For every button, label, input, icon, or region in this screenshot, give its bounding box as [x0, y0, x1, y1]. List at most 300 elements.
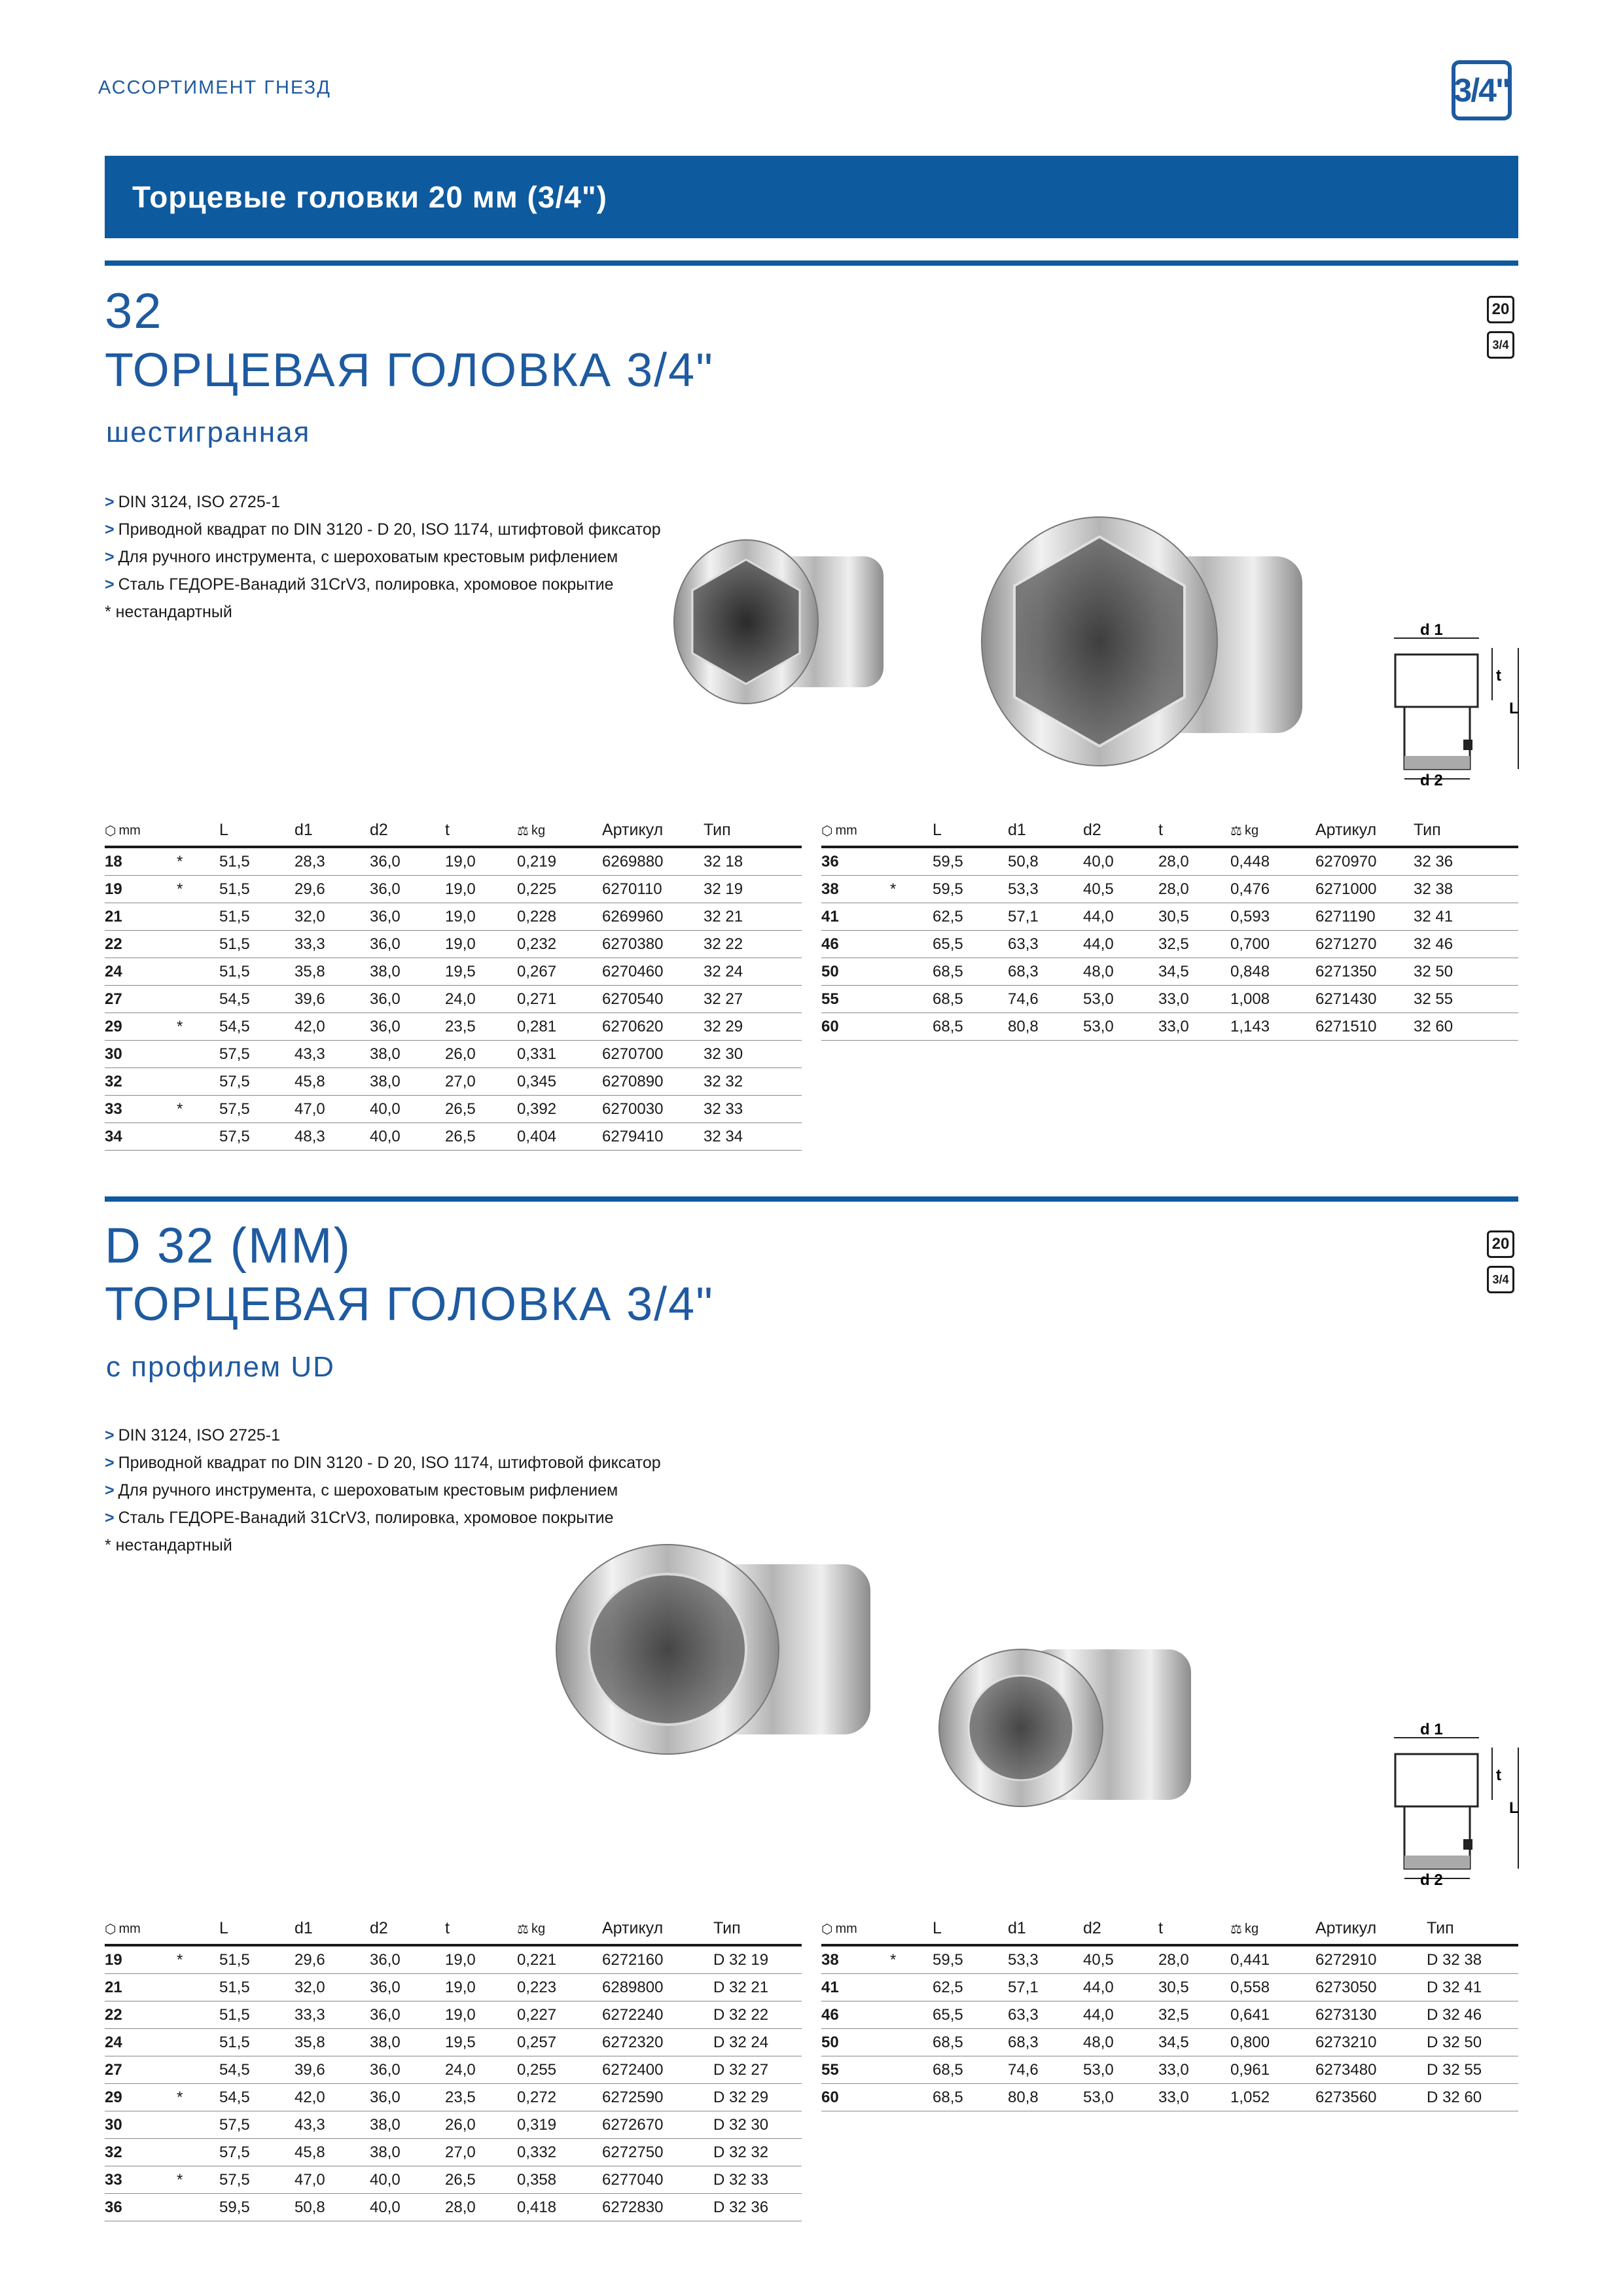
nonstandard-mark: [177, 2029, 219, 2056]
d2-cell: 36,0: [370, 2084, 445, 2111]
weight-cell: 0,418: [517, 2194, 602, 2221]
weight-cell: 1,052: [1230, 2084, 1315, 2111]
table-row: [105, 1123, 802, 1151]
table-row: [105, 1945, 802, 1974]
depth-cell: 26,5: [445, 2166, 517, 2194]
weight-cell: 0,961: [1230, 2056, 1315, 2084]
type-cell: 32 50: [1414, 958, 1518, 986]
length-cell: 54,5: [219, 1013, 294, 1041]
d1-cell: 50,8: [294, 2194, 370, 2221]
d1-cell: 74,6: [1008, 2056, 1083, 2084]
feature-item: > Приводной квадрат по DIN 3120 - D 20, ISO 1174, штифтовой фиксатор: [105, 520, 661, 539]
size-header: ⬡ mm: [821, 1916, 890, 1945]
nonstandard-mark: [177, 1974, 219, 2001]
d1-cell: 39,6: [294, 986, 370, 1013]
nonstandard-mark: [890, 847, 933, 876]
d1-cell: 63,3: [1008, 931, 1083, 958]
table-row: [105, 1096, 802, 1123]
nonstandard-mark: [890, 2084, 933, 2111]
length-cell: 57,5: [219, 2139, 294, 2166]
nonstandard-mark: [890, 931, 933, 958]
d2-cell: 53,0: [1083, 2084, 1158, 2111]
d1-cell: 28,3: [294, 847, 370, 876]
nonstandard-mark: *: [177, 1945, 219, 1974]
article-cell: 6270110: [602, 876, 704, 903]
d1-cell: 63,3: [1008, 2001, 1083, 2029]
type-cell: D 32 22: [713, 2001, 802, 2029]
length-cell: 59,5: [219, 2194, 294, 2221]
L-header: L: [219, 1916, 294, 1945]
weight-cell: 0,700: [1230, 931, 1315, 958]
article-header: Артикул: [602, 818, 704, 847]
table-row: [821, 1013, 1518, 1041]
size-cell: 41: [821, 903, 890, 931]
size-cell: 50: [821, 958, 890, 986]
nonstandard-mark: *: [177, 2166, 219, 2194]
article-cell: 6270970: [1315, 847, 1414, 876]
d2-cell: 36,0: [370, 931, 445, 958]
d1-header: d1: [1008, 1916, 1083, 1945]
d2-header: d2: [1083, 818, 1158, 847]
L-header: L: [933, 1916, 1008, 1945]
weight-cell: 0,558: [1230, 1974, 1315, 2001]
feature-item: > Сталь ГЕДОРЕ-Ванадий 31CrV3, полировка, хромовое покрытие: [105, 575, 614, 594]
weight-cell: 0,223: [517, 1974, 602, 2001]
length-cell: 51,5: [219, 847, 294, 876]
d2-header: d2: [1083, 1916, 1158, 1945]
table-row: [821, 958, 1518, 986]
article-cell: 6273130: [1315, 2001, 1427, 2029]
table-row: [105, 903, 802, 931]
article-header: Артикул: [1315, 1916, 1427, 1945]
d1-cell: 68,3: [1008, 958, 1083, 986]
depth-cell: 19,5: [445, 2029, 517, 2056]
depth-cell: 30,5: [1158, 1974, 1230, 2001]
nonstandard-mark: *: [177, 1013, 219, 1041]
depth-cell: 27,0: [445, 2139, 517, 2166]
type-cell: 32 55: [1414, 986, 1518, 1013]
hex-socket-large-photo: [975, 511, 1315, 772]
depth-cell: 34,5: [1158, 2029, 1230, 2056]
length-cell: 51,5: [219, 1974, 294, 2001]
d2-cell: 36,0: [370, 1974, 445, 2001]
d1-cell: 32,0: [294, 1974, 370, 2001]
type-header: Тип: [704, 818, 802, 847]
d2-cell: 38,0: [370, 2139, 445, 2166]
article-cell: 6272750: [602, 2139, 713, 2166]
length-cell: 57,5: [219, 1068, 294, 1096]
length-cell: 57,5: [219, 1123, 294, 1151]
depth-cell: 27,0: [445, 1068, 517, 1096]
article-cell: 6271430: [1315, 986, 1414, 1013]
size-cell: 46: [821, 2001, 890, 2029]
size-cell: 41: [821, 1974, 890, 2001]
nonstandard-note: * нестандартный: [105, 1536, 232, 1554]
table-row: [821, 2029, 1518, 2056]
L-header: L: [933, 818, 1008, 847]
star-header: [177, 1916, 219, 1945]
d1-cell: 47,0: [294, 2166, 370, 2194]
size-cell: 22: [105, 931, 177, 958]
nonstandard-mark: [177, 2056, 219, 2084]
d1-cell: 33,3: [294, 2001, 370, 2029]
article-cell: 6270700: [602, 1041, 704, 1068]
d1-cell: 29,6: [294, 876, 370, 903]
size-cell: 18: [105, 847, 177, 876]
d1-cell: 57,1: [1008, 1974, 1083, 2001]
table-row: [821, 931, 1518, 958]
size-cell: 60: [821, 1013, 890, 1041]
weight-cell: 0,358: [517, 2166, 602, 2194]
d2-cell: 36,0: [370, 903, 445, 931]
t-label: t: [1496, 667, 1501, 685]
article-cell: 6270890: [602, 1068, 704, 1096]
type-cell: D 32 24: [713, 2029, 802, 2056]
article-header: Артикул: [1315, 818, 1414, 847]
type-cell: 32 46: [1414, 931, 1518, 958]
nonstandard-mark: [177, 958, 219, 986]
size-cell: 32: [105, 2139, 177, 2166]
weight-cell: 0,404: [517, 1123, 602, 1151]
weight-cell: 1,008: [1230, 986, 1315, 1013]
nonstandard-mark: [177, 1041, 219, 1068]
d2-label: d 2: [1420, 1871, 1443, 1889]
size-cell: 55: [821, 986, 890, 1013]
d1-cell: 43,3: [294, 2111, 370, 2139]
size-header: ⬡ mm: [105, 1916, 177, 1945]
d1-cell: 43,3: [294, 1041, 370, 1068]
section-code: D 32 (ММ): [105, 1218, 351, 1274]
weight-cell: 0,227: [517, 2001, 602, 2029]
hex-socket-small-photo: [648, 530, 897, 720]
size-cell: 24: [105, 2029, 177, 2056]
size-cell: 30: [105, 1041, 177, 1068]
length-cell: 51,5: [219, 931, 294, 958]
d2-cell: 48,0: [1083, 2029, 1158, 2056]
weight-cell: 0,848: [1230, 958, 1315, 986]
drive-size-text: 3/4": [1454, 72, 1510, 109]
article-cell: 6270460: [602, 958, 704, 986]
spec-table-left: [105, 1916, 802, 2221]
type-cell: 32 29: [704, 1013, 802, 1041]
square-size-badge: 20: [1487, 1230, 1514, 1258]
size-cell: 22: [105, 2001, 177, 2029]
article-cell: 6271000: [1315, 876, 1414, 903]
d1-cell: 57,1: [1008, 903, 1083, 931]
size-cell: 19: [105, 876, 177, 903]
type-cell: 32 60: [1414, 1013, 1518, 1041]
size-cell: 34: [105, 1123, 177, 1151]
article-cell: 6270380: [602, 931, 704, 958]
weight-cell: 0,476: [1230, 876, 1315, 903]
star-header: [890, 818, 933, 847]
type-cell: 32 33: [704, 1096, 802, 1123]
size-cell: 60: [821, 2084, 890, 2111]
length-cell: 54,5: [219, 2084, 294, 2111]
d1-header: d1: [294, 1916, 370, 1945]
article-cell: 6269880: [602, 847, 704, 876]
length-cell: 68,5: [933, 1013, 1008, 1041]
nonstandard-mark: [177, 1123, 219, 1151]
type-cell: 32 32: [704, 1068, 802, 1096]
d2-cell: 36,0: [370, 2001, 445, 2029]
d1-cell: 74,6: [1008, 986, 1083, 1013]
depth-cell: 19,0: [445, 876, 517, 903]
table-header-row: [105, 1916, 802, 1945]
d2-cell: 36,0: [370, 876, 445, 903]
weight-cell: 0,448: [1230, 847, 1315, 876]
category-label: АССОРТИМЕНТ ГНЕЗД: [98, 77, 331, 98]
weight-cell: 0,641: [1230, 2001, 1315, 2029]
depth-cell: 24,0: [445, 2056, 517, 2084]
article-cell: 6272910: [1315, 1945, 1427, 1974]
d2-cell: 36,0: [370, 986, 445, 1013]
depth-cell: 28,0: [445, 2194, 517, 2221]
type-cell: 32 34: [704, 1123, 802, 1151]
weight-cell: 0,228: [517, 903, 602, 931]
t-header: t: [1158, 818, 1230, 847]
article-cell: 6273050: [1315, 1974, 1427, 2001]
table-row: [105, 2084, 802, 2111]
size-cell: 30: [105, 2111, 177, 2139]
type-cell: 32 30: [704, 1041, 802, 1068]
d2-cell: 40,5: [1083, 876, 1158, 903]
weight-header: ⚖ kg: [517, 818, 602, 847]
d1-header: d1: [1008, 818, 1083, 847]
length-cell: 51,5: [219, 876, 294, 903]
type-cell: D 32 46: [1427, 2001, 1518, 2029]
d2-cell: 44,0: [1083, 2001, 1158, 2029]
weight-cell: 0,281: [517, 1013, 602, 1041]
table-row: [105, 1068, 802, 1096]
d2-cell: 53,0: [1083, 1013, 1158, 1041]
article-cell: 6270540: [602, 986, 704, 1013]
nonstandard-mark: [890, 903, 933, 931]
spec-table-left: [105, 818, 802, 1151]
d2-cell: 38,0: [370, 2029, 445, 2056]
size-header: ⬡ mm: [105, 818, 177, 847]
d2-cell: 44,0: [1083, 931, 1158, 958]
length-cell: 57,5: [219, 1096, 294, 1123]
d1-cell: 53,3: [1008, 1945, 1083, 1974]
table-row: [105, 1013, 802, 1041]
size-cell: 27: [105, 2056, 177, 2084]
feature-item: > DIN 3124, ISO 2725-1: [105, 1426, 280, 1444]
type-cell: 32 38: [1414, 876, 1518, 903]
nonstandard-mark: [890, 2056, 933, 2084]
article-cell: 6273210: [1315, 2029, 1427, 2056]
length-cell: 68,5: [933, 2029, 1008, 2056]
ud-socket-small-photo: [929, 1636, 1204, 1813]
feature-item: > Сталь ГЕДОРЕ-Ванадий 31CrV3, полировка, хромовое покрытие: [105, 1509, 614, 1527]
table-row: [821, 2084, 1518, 2111]
type-header: Тип: [713, 1916, 802, 1945]
d2-cell: 38,0: [370, 1068, 445, 1096]
type-cell: 32 22: [704, 931, 802, 958]
article-cell: 6272160: [602, 1945, 713, 1974]
d2-cell: 36,0: [370, 847, 445, 876]
length-cell: 59,5: [933, 1945, 1008, 1974]
depth-cell: 28,0: [1158, 876, 1230, 903]
size-cell: 32: [105, 1068, 177, 1096]
page-banner: [105, 156, 1518, 238]
d2-cell: 38,0: [370, 2111, 445, 2139]
depth-cell: 28,0: [1158, 847, 1230, 876]
article-cell: 6269960: [602, 903, 704, 931]
weight-cell: 0,331: [517, 1041, 602, 1068]
size-cell: 29: [105, 2084, 177, 2111]
nonstandard-mark: [177, 903, 219, 931]
table-row: [105, 2139, 802, 2166]
d1-header: d1: [294, 818, 370, 847]
spec-table-right: [821, 1916, 1518, 2111]
nonstandard-mark: [890, 2029, 933, 2056]
weight-cell: 0,225: [517, 876, 602, 903]
table-header-row: [105, 818, 802, 847]
L-label: L: [1509, 700, 1519, 717]
d1-cell: 45,8: [294, 2139, 370, 2166]
weight-cell: 0,255: [517, 2056, 602, 2084]
size-cell: 38: [821, 1945, 890, 1974]
depth-cell: 34,5: [1158, 958, 1230, 986]
table-row: [105, 847, 802, 876]
depth-cell: 23,5: [445, 2084, 517, 2111]
spec-table-right: [821, 818, 1518, 1041]
d2-cell: 53,0: [1083, 2056, 1158, 2084]
type-cell: D 32 38: [1427, 1945, 1518, 1974]
d1-cell: 68,3: [1008, 2029, 1083, 2056]
type-cell: D 32 27: [713, 2056, 802, 2084]
weight-header: ⚖ kg: [1230, 1916, 1315, 1945]
d1-cell: 42,0: [294, 2084, 370, 2111]
size-cell: 55: [821, 2056, 890, 2084]
size-header: ⬡ mm: [821, 818, 890, 847]
type-header: Тип: [1414, 818, 1518, 847]
table-row: [105, 2166, 802, 2194]
length-cell: 68,5: [933, 2084, 1008, 2111]
table-row: [821, 847, 1518, 876]
weight-cell: 0,267: [517, 958, 602, 986]
article-cell: 6272320: [602, 2029, 713, 2056]
nonstandard-mark: *: [177, 847, 219, 876]
weight-cell: 0,221: [517, 1945, 602, 1974]
size-cell: 38: [821, 876, 890, 903]
nonstandard-mark: *: [177, 1096, 219, 1123]
weight-cell: 0,257: [517, 2029, 602, 2056]
length-cell: 54,5: [219, 986, 294, 1013]
nonstandard-mark: [177, 2111, 219, 2139]
type-cell: 32 41: [1414, 903, 1518, 931]
size-cell: 46: [821, 931, 890, 958]
nonstandard-mark: *: [177, 2084, 219, 2111]
article-header: Артикул: [602, 1916, 713, 1945]
d1-cell: 42,0: [294, 1013, 370, 1041]
depth-cell: 19,5: [445, 958, 517, 986]
type-cell: D 32 33: [713, 2166, 802, 2194]
t-header: t: [445, 818, 517, 847]
d1-cell: 47,0: [294, 1096, 370, 1123]
length-cell: 68,5: [933, 958, 1008, 986]
feature-list: [105, 488, 661, 626]
depth-cell: 19,0: [445, 847, 517, 876]
table-row: [821, 986, 1518, 1013]
d2-cell: 44,0: [1083, 1974, 1158, 2001]
banner-title: Торцевые головки 20 мм (3/4"): [132, 180, 607, 214]
nonstandard-mark: *: [890, 876, 933, 903]
d1-cell: 29,6: [294, 1945, 370, 1974]
type-cell: D 32 55: [1427, 2056, 1518, 2084]
section-title: ТОРЦЕВАЯ ГОЛОВКА 3/4": [105, 1278, 714, 1331]
table-row: [105, 958, 802, 986]
d1-label: d 1: [1420, 622, 1443, 639]
d2-cell: 40,5: [1083, 1945, 1158, 1974]
table-row: [105, 876, 802, 903]
weight-cell: 0,272: [517, 2084, 602, 2111]
table-row: [821, 1945, 1518, 1974]
depth-cell: 19,0: [445, 931, 517, 958]
depth-cell: 32,5: [1158, 931, 1230, 958]
size-cell: 36: [105, 2194, 177, 2221]
d1-cell: 45,8: [294, 1068, 370, 1096]
d1-cell: 48,3: [294, 1123, 370, 1151]
d2-cell: 53,0: [1083, 986, 1158, 1013]
type-cell: 32 24: [704, 958, 802, 986]
star-header: [890, 1916, 933, 1945]
type-cell: D 32 32: [713, 2139, 802, 2166]
d1-cell: 80,8: [1008, 1013, 1083, 1041]
d2-cell: 40,0: [370, 1096, 445, 1123]
depth-cell: 26,5: [445, 1096, 517, 1123]
size-cell: 27: [105, 986, 177, 1013]
nonstandard-mark: [890, 2001, 933, 2029]
size-cell: 21: [105, 1974, 177, 2001]
weight-cell: 1,143: [1230, 1013, 1315, 1041]
article-cell: 6271510: [1315, 1013, 1414, 1041]
feature-item: > Для ручного инструмента, с шероховатым крестовым рифлением: [105, 1481, 618, 1499]
depth-cell: 19,0: [445, 2001, 517, 2029]
type-cell: 32 21: [704, 903, 802, 931]
weight-cell: 0,800: [1230, 2029, 1315, 2056]
nonstandard-mark: [177, 2194, 219, 2221]
size-cell: 29: [105, 1013, 177, 1041]
length-cell: 59,5: [933, 847, 1008, 876]
size-cell: 19: [105, 1945, 177, 1974]
section-subtitle: шестигранная: [106, 416, 311, 448]
d2-cell: 40,0: [1083, 847, 1158, 876]
d2-header: d2: [370, 1916, 445, 1945]
d1-cell: 32,0: [294, 903, 370, 931]
section-title: ТОРЦЕВАЯ ГОЛОВКА 3/4": [105, 344, 714, 397]
depth-cell: 26,5: [445, 1123, 517, 1151]
nonstandard-note: * нестандартный: [105, 603, 232, 621]
d2-cell: 40,0: [370, 2166, 445, 2194]
d2-cell: 36,0: [370, 2056, 445, 2084]
weight-cell: 0,332: [517, 2139, 602, 2166]
d1-cell: 80,8: [1008, 2084, 1083, 2111]
star-header: [177, 818, 219, 847]
nonstandard-mark: [177, 986, 219, 1013]
drive-mini-badge: 3/4: [1487, 1266, 1514, 1293]
d2-label: d 2: [1420, 772, 1443, 789]
d2-header: d2: [370, 818, 445, 847]
article-cell: 6271270: [1315, 931, 1414, 958]
d1-label: d 1: [1420, 1721, 1443, 1738]
table-row: [105, 2111, 802, 2139]
depth-cell: 33,0: [1158, 2056, 1230, 2084]
table-row: [821, 876, 1518, 903]
length-cell: 51,5: [219, 2001, 294, 2029]
table-row: [105, 2001, 802, 2029]
